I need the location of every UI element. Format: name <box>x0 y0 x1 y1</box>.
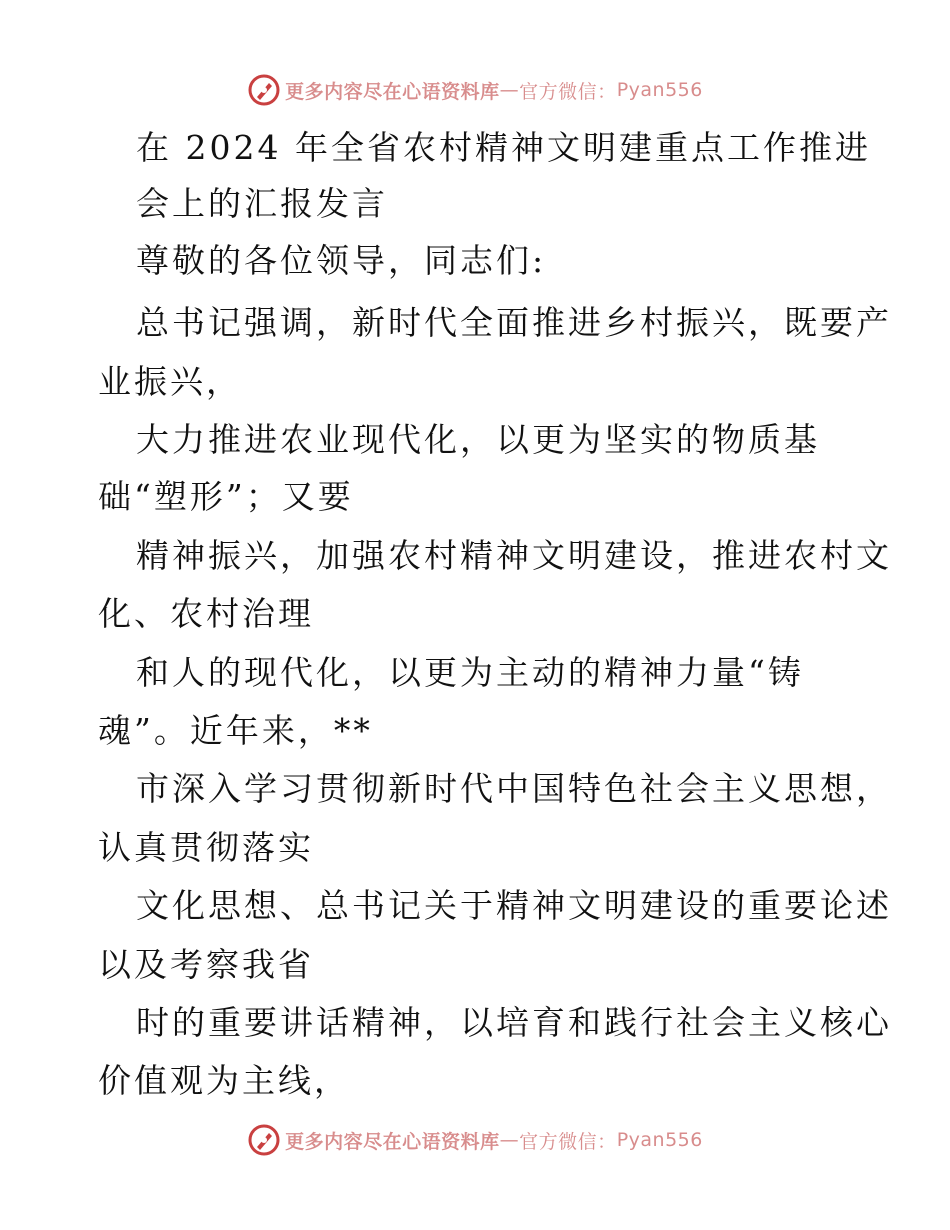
paragraph-line: 和人的现代化，以更为主动的精神力量“铸 <box>136 653 804 692</box>
salutation: 尊敬的各位领导，同志们: <box>136 241 547 280</box>
watermark-header <box>0 72 950 108</box>
paragraph-line: 精神振兴，加强农村精神文明建设，推进农村文 <box>136 536 892 575</box>
paragraph-line: 业振兴， <box>98 362 242 401</box>
pen-logo-icon <box>247 1123 281 1157</box>
paragraph-line: 总书记强调，新时代全面推进乡村振兴，既要产 <box>136 303 892 342</box>
paragraph-line: 大力推进农业现代化，以更为坚实的物质基 <box>136 420 820 459</box>
title-line-1: 在 2024 年全省农村精神文明建重点工作推进 <box>136 128 871 167</box>
watermark-dash: — <box>499 1129 520 1151</box>
paragraph-line: 时的重要讲话精神，以培育和践行社会主义核心 <box>136 1003 892 1042</box>
watermark-wechat-id: Pyan556 <box>616 1129 703 1151</box>
paragraph-line: 认真贯彻落实 <box>98 828 314 867</box>
title-line-2: 会上的汇报发言 <box>136 184 388 223</box>
watermark-main-text: 更多内容尽在心语资料库 <box>285 80 500 103</box>
paragraph-line: 础“塑形”；又要 <box>98 477 354 516</box>
watermark-wechat-id: Pyan556 <box>616 79 703 101</box>
paragraph-line: 价值观为主线， <box>98 1061 350 1100</box>
watermark-official-label: 官方微信： <box>519 80 617 103</box>
watermark-official-label: 官方微信： <box>519 1130 617 1153</box>
pen-logo-icon <box>247 73 281 107</box>
watermark-dash: — <box>499 79 520 101</box>
paragraph-line: 以及考察我省 <box>98 945 314 984</box>
watermark-main-text: 更多内容尽在心语资料库 <box>285 1130 500 1153</box>
watermark-footer <box>0 1122 950 1158</box>
paragraph-line: 文化思想、总书记关于精神文明建设的重要论述 <box>136 886 892 925</box>
paragraph-line: 化、农村治理 <box>98 594 314 633</box>
paragraph-line: 魂”。近年来，** <box>98 711 373 750</box>
paragraph-line: 市深入学习贯彻新时代中国特色社会主义思想， <box>136 769 892 808</box>
